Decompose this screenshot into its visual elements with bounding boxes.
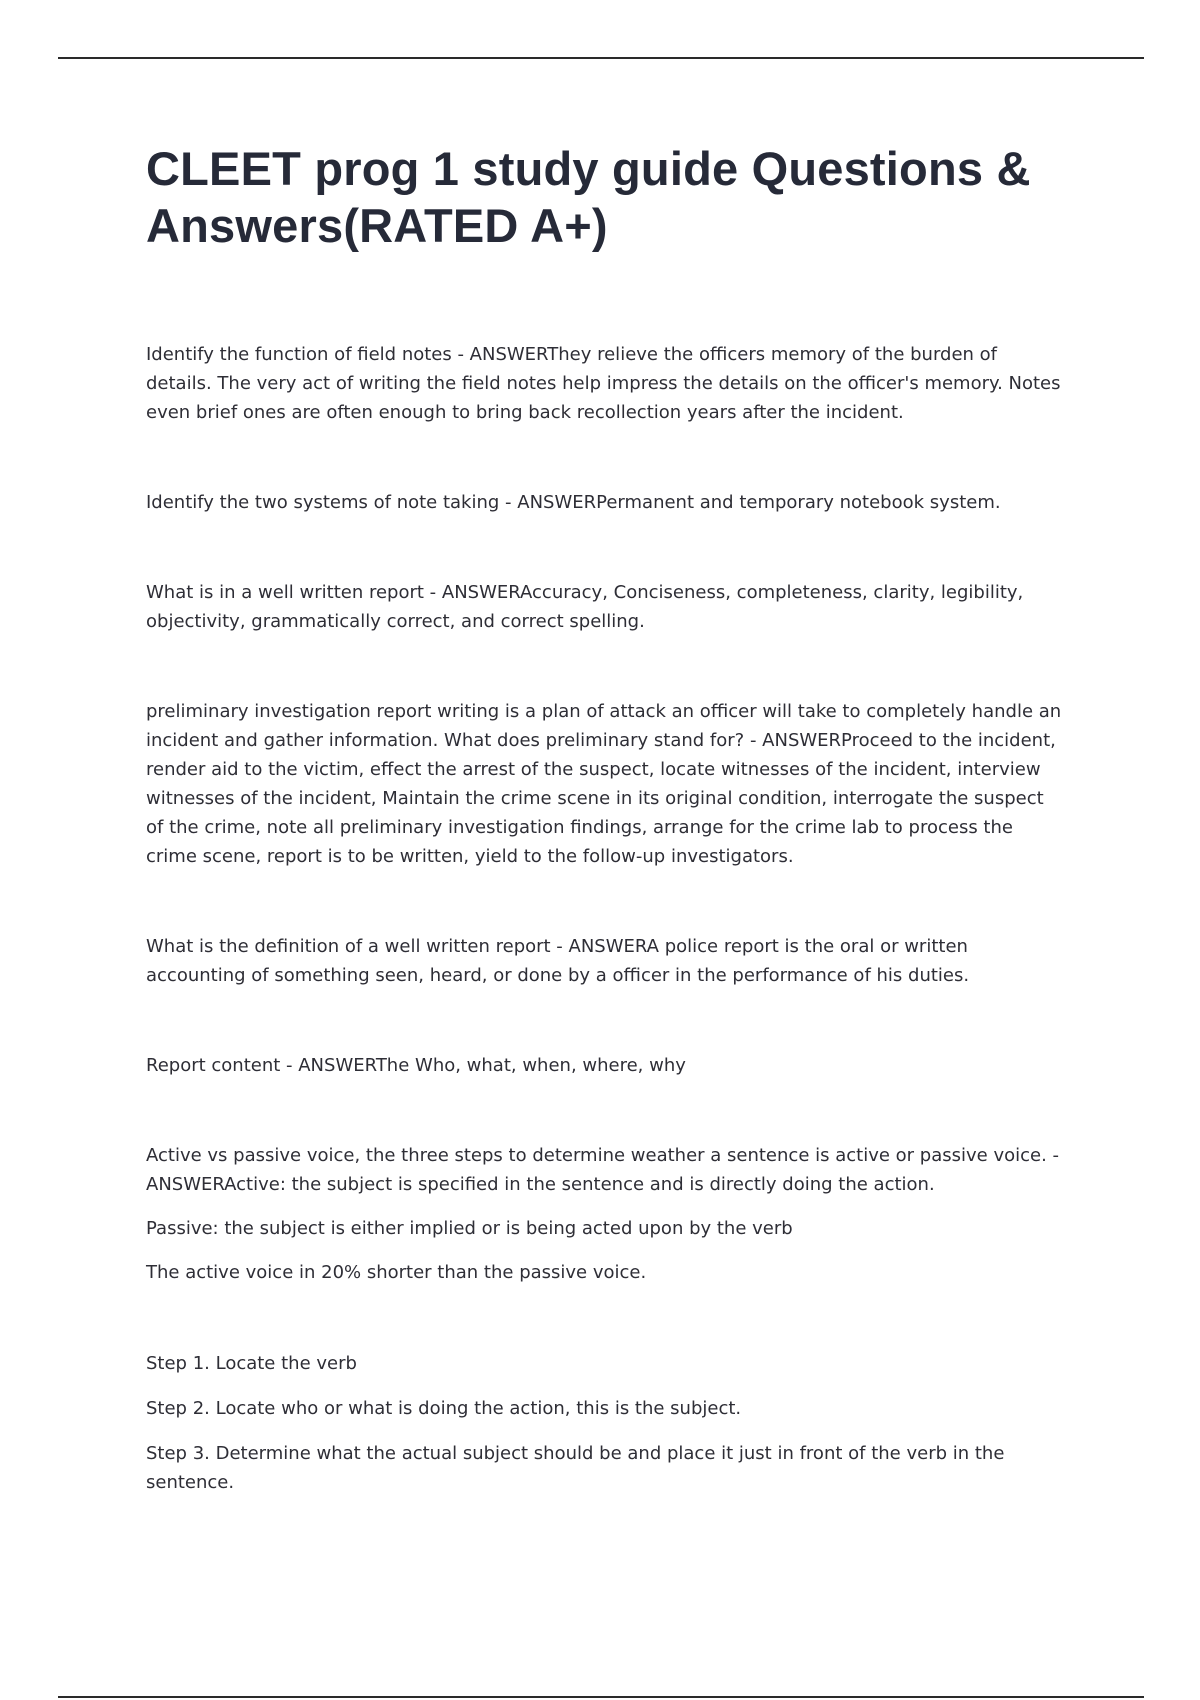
step-item: Step 1. Locate the verb <box>146 1353 357 1374</box>
document-body <box>146 140 1066 1497</box>
qa-report-definition: What is the definition of a well written report - ANSWERA police report is the oral or written accounting of something seen, heard, or done by a officer in the performance of his duties. <box>146 936 970 986</box>
qa-report-content: Report content - ANSWERThe Who, what, when, where, why <box>146 1055 686 1076</box>
qa-note-taking-systems: Identify the two systems of note taking - ANSWERPermanent and temporary notebook system. <box>146 492 1001 513</box>
qa-active-shorter: The active voice in 20% shorter than the passive voice. <box>146 1262 647 1283</box>
qa-preliminary-investigation: preliminary investigation report writing is a plan of attack an officer will take to completely handle an incident and gather information. What does preliminary stand for? - ANSWERProceed to the incident, render aid to the victim, effect the arrest of the suspect, locate witnesses of the incident, interview witnesses of the incident, Maintain the crime scene in its original condition, interrogate the suspect of the crime, note all preliminary investigation findings, arrange for the crime lab to process the crime scene, report is to be written, yield to the follow-up investigators. <box>146 701 1062 867</box>
bottom-divider <box>58 1696 1144 1698</box>
step-item: Step 3. Determine what the actual subject should be and place it just in front of the verb in the sentence. <box>146 1443 1005 1493</box>
document-title: CLEET prog 1 study guide Questions & Answers(RATED A+) <box>146 142 1031 252</box>
qa-field-notes-function: Identify the function of field notes - ANSWERThey relieve the officers memory of the burden of details. The very act of writing the field notes help impress the details on the officer's memory. Notes even brief ones are often enough to bring back recollection years after the incident. <box>146 344 1061 423</box>
qa-active-passive-voice: Active vs passive voice, the three steps to determine weather a sentence is active or passive voice. - ANSWERActive: the subject is specified in the sentence and is directly doing the action. <box>146 1145 1060 1195</box>
qa-passive-definition: Passive: the subject is either implied or is being acted upon by the verb <box>146 1218 793 1239</box>
qa-well-written-report: What is in a well written report - ANSWERAccuracy, Conciseness, completeness, clarity, legibility, objectivity, grammatically correct, and correct spelling. <box>146 582 1024 632</box>
qa-list <box>146 340 1066 1287</box>
steps-list <box>146 1349 1066 1497</box>
step-item: Step 2. Locate who or what is doing the action, this is the subject. <box>146 1398 742 1419</box>
top-divider <box>58 57 1144 59</box>
